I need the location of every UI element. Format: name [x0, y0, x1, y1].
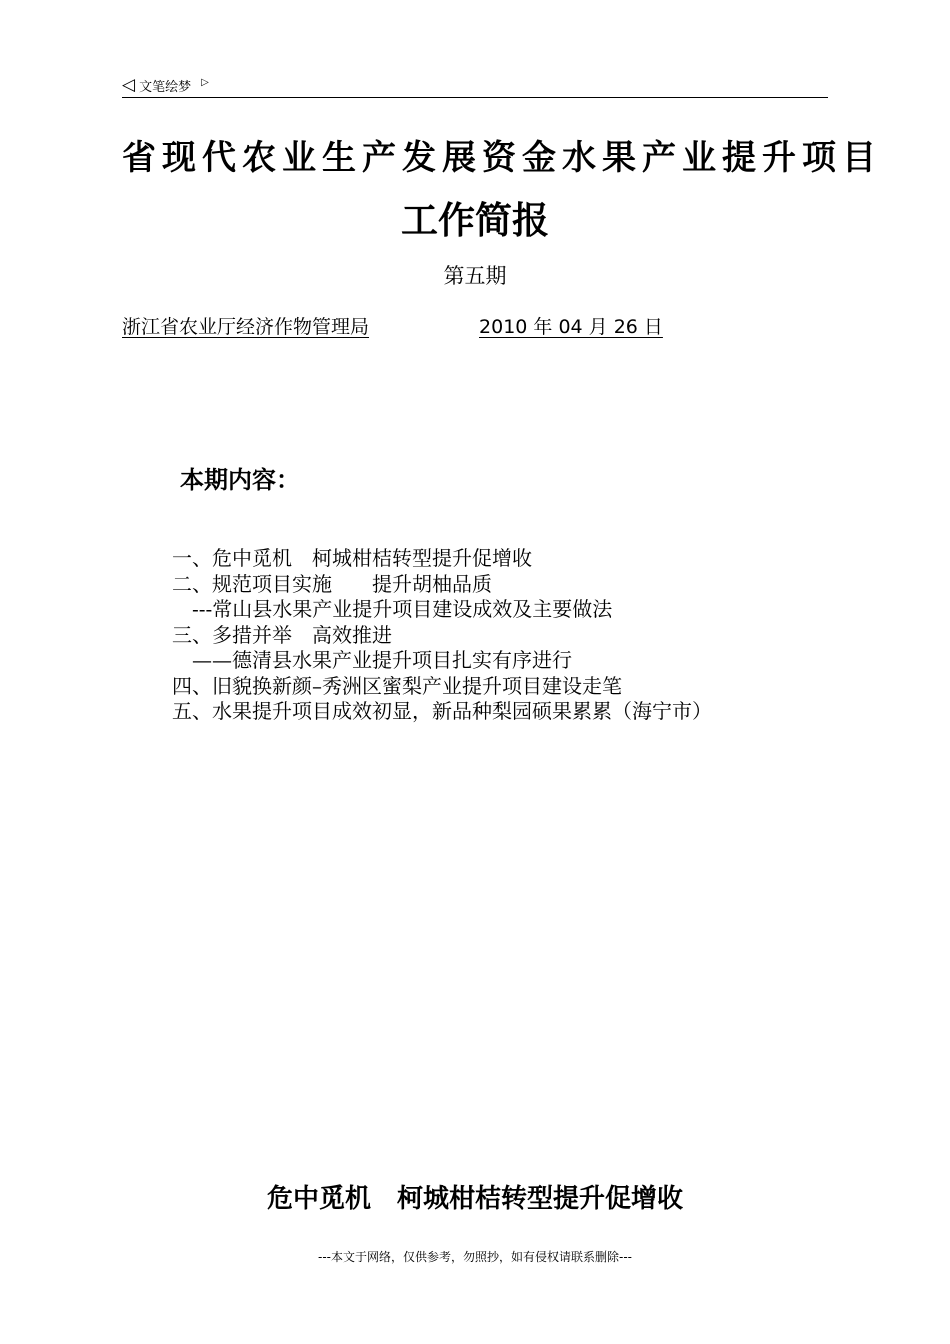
header-divider — [122, 97, 828, 98]
document-subtitle: 工作简报 — [401, 199, 549, 242]
contents-heading: 本期内容： — [180, 466, 300, 494]
right-triangle-icon: ▷ — [201, 77, 209, 88]
toc-item: 一、危中觅机 柯城柑桔转型提升促增收 — [172, 546, 532, 570]
toc-item: 四、旧貌换新颜–秀洲区蜜梨产业提升项目建设走笔 — [172, 673, 622, 698]
issuer-org: 浙江省农业厅经济作物管理局 — [122, 316, 370, 338]
issue-number: 第五期 — [443, 264, 507, 288]
toc-item: 二、规范项目实施 提升胡柚品质 — [172, 571, 492, 596]
left-triangle-icon: ◁ — [122, 75, 136, 95]
toc-item: 三、多措并举 高效推进 — [172, 622, 392, 647]
issue-date: 2010 年 04 月 26 日 — [479, 316, 663, 338]
section-title: 危中觅机 柯城柑桔转型提升促增收 — [266, 1184, 683, 1214]
header-text: 文笔绘梦 — [139, 80, 192, 95]
document-title: 省现代农业生产发展资金水果产业提升项目 — [122, 138, 882, 178]
running-header — [122, 76, 209, 95]
toc-subitem: ---常山县水果产业提升项目建设成效及主要做法 — [172, 597, 613, 621]
footer-disclaimer: ---本文于网络，仅供参考，勿照抄，如有侵权请联系删除--- — [318, 1250, 632, 1264]
toc-subitem: ——德清县水果产业提升项目扎实有序进行 — [172, 648, 572, 672]
issuer-line — [122, 312, 663, 339]
table-of-contents — [172, 546, 712, 725]
toc-item: 五、水果提升项目成效初显，新品种梨园硕果累累（海宁市） — [172, 699, 712, 723]
